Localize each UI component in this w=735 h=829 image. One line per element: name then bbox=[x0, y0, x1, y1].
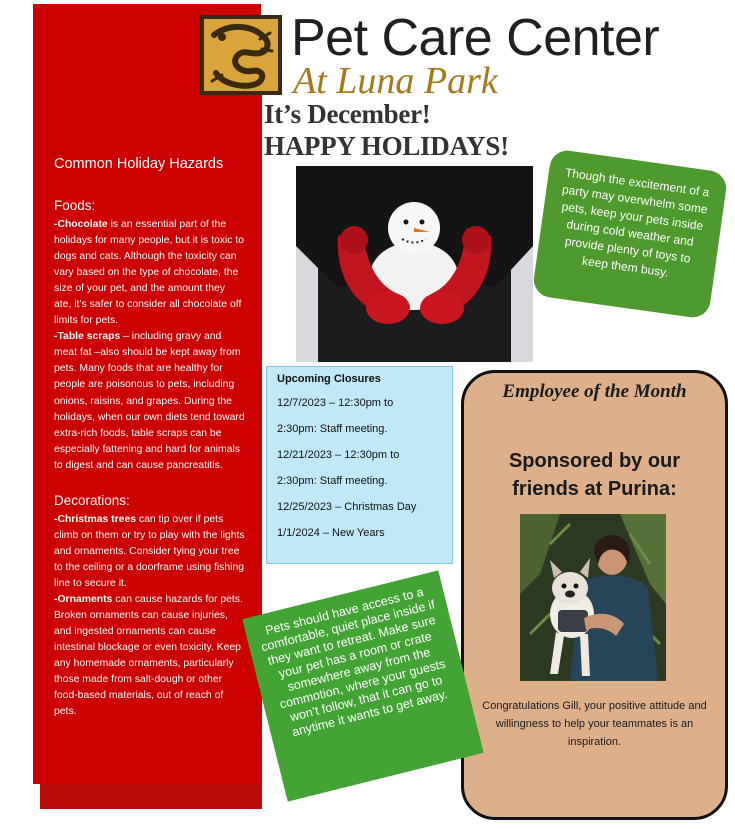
closures-box bbox=[266, 366, 453, 564]
closure-line: 2:30pm: Staff meeting. bbox=[277, 423, 388, 435]
employee-photo bbox=[520, 514, 666, 681]
note-stay-inside: Though the excitement of a party may overwhelm some pets, keep your pets inside during cold weather and provide plenty of toys to keep them busy. bbox=[532, 148, 729, 319]
scraps-text: – including gravy and meat fat –also should be kept away from pets. Many foods that are healthy for people are poisonous to pets, including onions, raisins, and grapes. During the holidays, when our own diets tend toward extra-rich foods, table scraps can be especially fattening and hard for animals to digest and can cause pancreatitis. bbox=[54, 331, 245, 471]
trees-term: -Christmas trees bbox=[54, 513, 137, 525]
employee-caption: Congratulations Gill, your positive attitude and willingness to help your teammates is an inspiration. bbox=[482, 700, 707, 748]
scraps-term: -Table scraps bbox=[54, 331, 121, 343]
chocolate-term: -Chocolate bbox=[54, 219, 108, 230]
ornaments-term: -Ornaments bbox=[54, 593, 113, 605]
lizard-logo-icon bbox=[200, 15, 282, 95]
employee-title: Employee of the Month bbox=[502, 381, 687, 402]
ornaments-paragraph bbox=[54, 592, 245, 720]
sidebar-heading: Common Holiday Hazards bbox=[54, 156, 224, 172]
logo-subtitle: At Luna Park bbox=[293, 60, 498, 102]
note-retreat: Pets should have access to a comfortable, quiet place inside if they want to retreat. Make sure your pet has a room or crate somewhere away from the commotion, where your guests won’t follow, that it can go to anytime it wants to get away. bbox=[242, 570, 483, 801]
sponsor-line-2: friends at Purina: bbox=[512, 478, 677, 500]
foods-title: Foods: bbox=[54, 198, 96, 213]
chocolate-text: is an essential part of the holidays for many people, but it is toxic to dogs and cats. Although the toxicity can vary based on the type of chocolate, the size of your pet, and the amount they ate, it’s safer to consider all chocolate off limits for pets. bbox=[54, 219, 245, 327]
closure-line: 12/21/2023 – 12:30pm to bbox=[277, 449, 400, 461]
scraps-paragraph bbox=[54, 329, 245, 473]
closure-line: 2:30pm: Staff meeting. bbox=[277, 475, 388, 487]
trees-text: can tip over if pets climb on them or try to play with the lights and ornaments. Consider tying your tree to the ceiling or a doorframe using fishing line to secure it. bbox=[54, 513, 245, 589]
sponsor-line-1: Sponsored by our bbox=[508, 450, 681, 472]
headline-december: It’s December! bbox=[264, 99, 431, 129]
sponsor-text bbox=[464, 447, 725, 503]
hazards-sidebar bbox=[33, 4, 261, 784]
headline-happy-holidays: HAPPY HOLIDAYS! bbox=[264, 131, 509, 161]
closure-line: 12/7/2023 – 12:30pm to bbox=[277, 397, 394, 409]
closures-title: Upcoming Closures bbox=[277, 373, 381, 385]
headline bbox=[264, 98, 509, 162]
closure-line: 12/25/2023 – Christmas Day bbox=[277, 501, 417, 513]
closure-line: 1/1/2024 – New Years bbox=[277, 527, 385, 539]
ornaments-text: can cause hazards for pets. Broken ornaments can cause injuries, and ingested ornaments can cause intestinal blockage or even toxicity. Keep any homemade ornaments, particularly those made from salt-dough or other food-based materials, out of reach of pets. bbox=[54, 593, 243, 718]
trees-paragraph bbox=[54, 512, 245, 592]
logo-title: Pet Care Center bbox=[291, 9, 660, 67]
chocolate-paragraph bbox=[54, 217, 245, 329]
employee-card bbox=[461, 370, 728, 820]
decorations-title: Decorations: bbox=[54, 492, 130, 508]
snowman-photo bbox=[296, 166, 533, 362]
